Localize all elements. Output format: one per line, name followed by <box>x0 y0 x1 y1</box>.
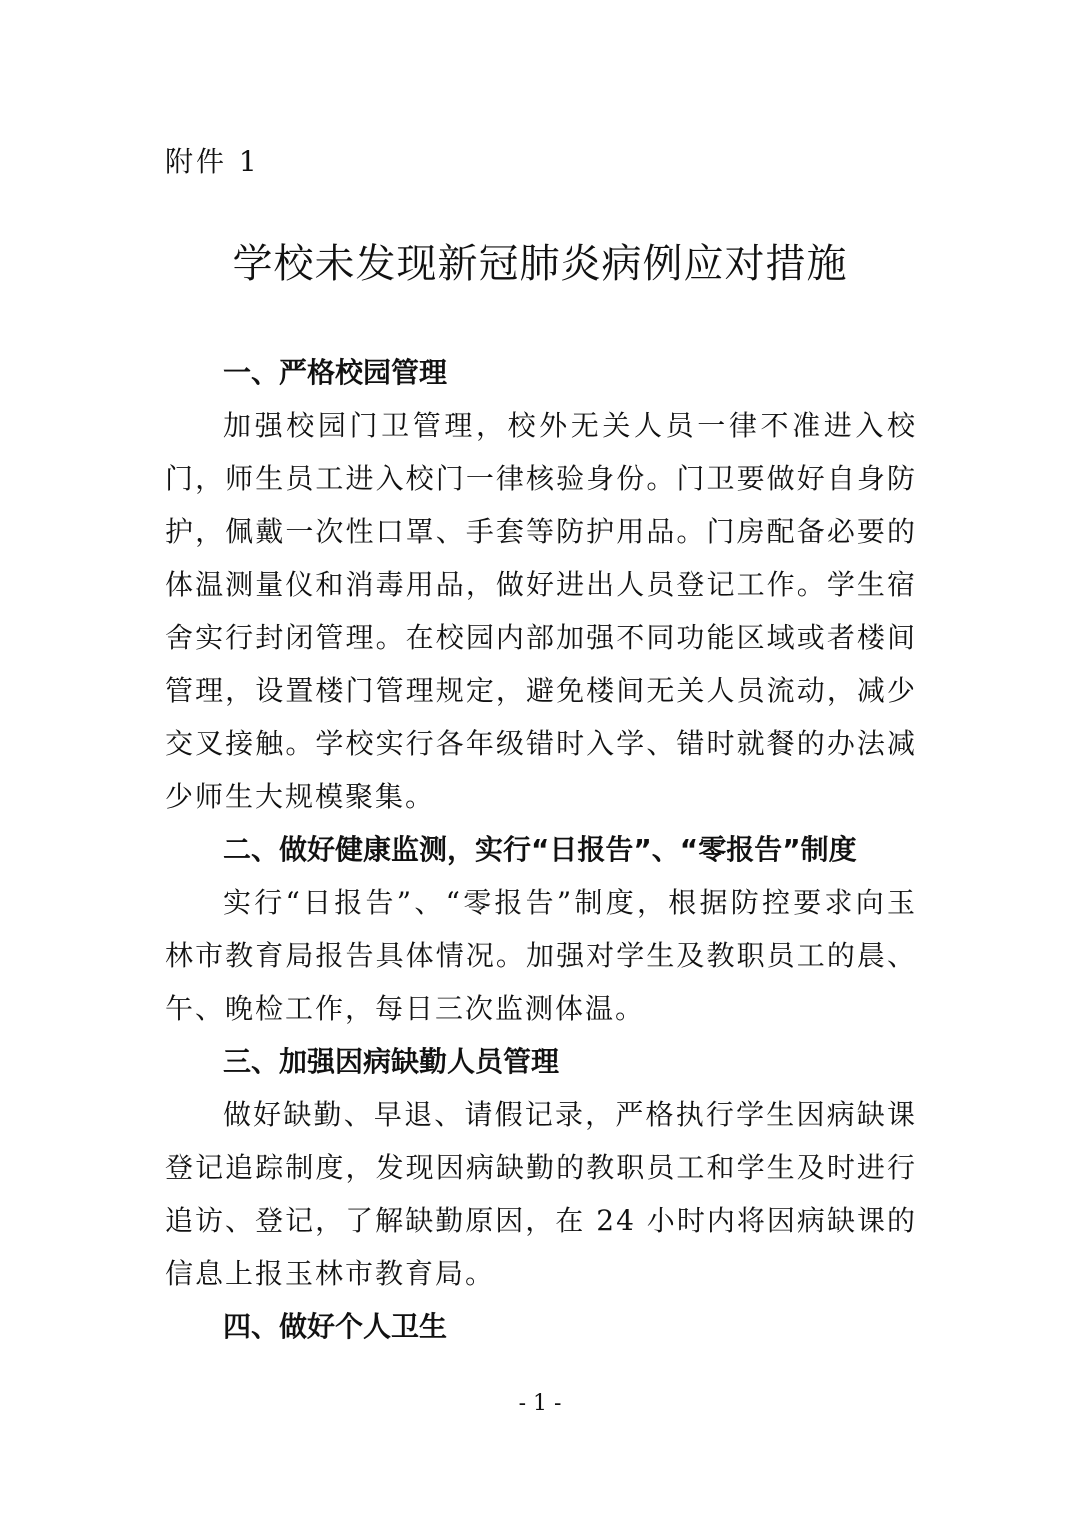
section-heading-4: 四、做好个人卫生 <box>223 1310 448 1343</box>
section-paragraph-3: 做好缺勤、早退、请假记录，严格执行学生因病缺课登记追踪制度，发现因病缺勤的教职员工和学生及时进行追访、登记，了解缺勤原因，在 24 小时内将因病缺课的信息上报玉林市教育局。 <box>165 1098 917 1290</box>
page-number: - 1 - <box>518 1391 562 1416</box>
section-paragraph-1: 加强校园门卫管理，校外无关人员一律不准进入校门，师生员工进入校门一律核验身份。门卫要做好自身防护，佩戴一次性口罩、手套等防护用品。门房配备必要的体温测量仪和消毒用品，做好进出人员登记工作。学生宿舍实行封闭管理。在校园内部加强不同功能区域或者楼间管理，设置楼门管理规定，避免楼间无关人员流动，减少交叉接触。学校实行各年级错时入学、错时就餐的办法减少师生大规模聚集。 <box>165 409 917 813</box>
document-body <box>165 346 917 1353</box>
document-title: 学校未发现新冠肺炎病例应对措施 <box>232 241 848 287</box>
section-heading-2: 二、做好健康监测，实行“日报告”、“零报告”制度 <box>223 833 857 866</box>
section-heading-1: 一、严格校园管理 <box>223 356 448 389</box>
section-paragraph-2: 实行“日报告”、“零报告”制度，根据防控要求向玉林市教育局报告具体情况。加强对学生及教职员工的晨、午、晚检工作，每日三次监测体温。 <box>165 886 917 1025</box>
section-heading-3: 三、加强因病缺勤人员管理 <box>223 1045 560 1078</box>
attachment-label: 附件 1 <box>165 145 260 178</box>
